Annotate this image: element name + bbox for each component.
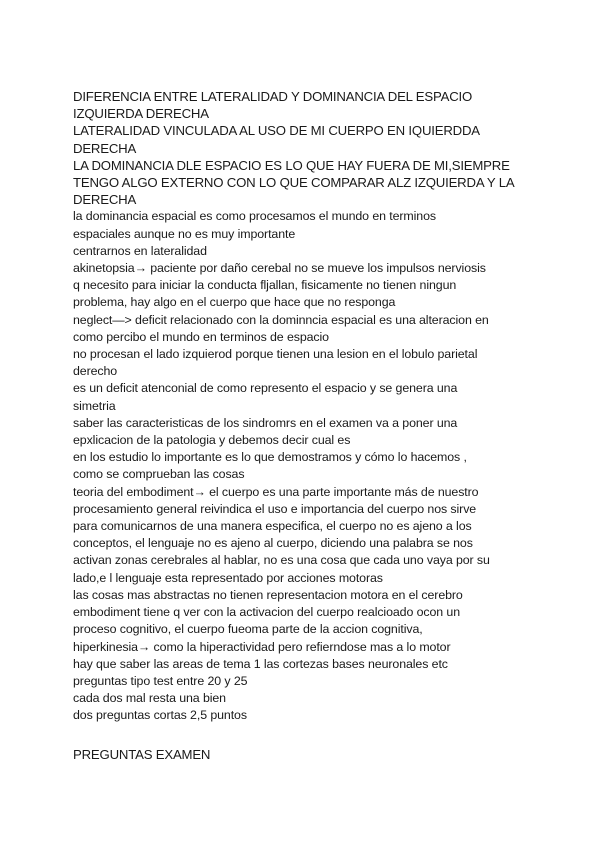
heading-line: LA DOMINANCIA DLE ESPACIO ES LO QUE HAY FUERA DE MI,SIEMPRE bbox=[73, 157, 510, 173]
text-line: preguntas tipo test entre 20 y 25 bbox=[73, 673, 248, 688]
text-line: lado,e l lenguaje esta representado por acciones motoras bbox=[73, 570, 383, 585]
heading-line: DIFERENCIA ENTRE LATERALIDAD Y DOMINANCIA DEL ESPACIO bbox=[73, 89, 473, 104]
text-line: no procesan el lado izquierod porque tienen una lesion en el lobulo parietal bbox=[73, 347, 478, 362]
text-line: akinetopsia→ paciente por daño cerebal no se mueve los impulsos nerviosis bbox=[73, 261, 486, 276]
text-line: como percibo el mundo en terminos de espacio bbox=[73, 329, 329, 344]
text-line: la dominancia espacial es como procesamos el mundo en terminos bbox=[73, 209, 436, 224]
heading-line: DERECHA bbox=[73, 192, 137, 208]
text-line: epxlicacion de la patologia y debemos decir cual es bbox=[73, 433, 351, 448]
text-line: en los estudio lo importante es lo que demostramos y cómo lo hacemos , bbox=[73, 450, 467, 465]
text-line: simetria bbox=[73, 398, 116, 413]
text-line: problema, hay algo en el cuerpo que hace que no responga bbox=[73, 295, 396, 310]
heading-line: DERECHA bbox=[73, 140, 137, 156]
text-line: conceptos, el lenguaje no es ajeno al cuerpo, diciendo una palabra se nos bbox=[73, 536, 473, 551]
text-line: hay que saber las areas de tema 1 las cortezas bases neuronales etc bbox=[73, 656, 448, 671]
heading-line: TENGO ALGO EXTERNO CON LO QUE COMPARAR ALZ IZQUIERDA Y LA bbox=[73, 175, 515, 191]
text-line: activan zonas cerebrales al hablar, no es una cosa que cada uno vaya por su bbox=[73, 553, 490, 568]
text-line: saber las caracteristicas de los sindromrs en el examen va a poner una bbox=[73, 415, 458, 430]
text-line: centrarnos en lateralidad bbox=[73, 243, 207, 258]
text-line: como se comprueban las cosas bbox=[73, 467, 245, 482]
text-line: es un deficit atenconial de como represento el espacio y se genera una bbox=[73, 381, 458, 396]
text-line: hiperkinesia→ como la hiperactividad pero refierndose mas a lo motor bbox=[73, 639, 451, 654]
text-line: embodiment tiene q ver con la activacion del cuerpo realcioado ocon un bbox=[73, 605, 460, 620]
text-line: procesamiento general reivindica el uso e importancia del cuerpo nos sirve bbox=[73, 501, 477, 516]
text-line: proceso cognitivo, el cuerpo fueoma parte de la accion cognitiva, bbox=[73, 622, 423, 637]
text-line: dos preguntas cortas 2,5 puntos bbox=[73, 708, 247, 723]
section-title: PREGUNTAS EXAMEN bbox=[73, 746, 211, 762]
text-line: espaciales aunque no es muy importante bbox=[73, 226, 296, 241]
text-line: teoria del embodiment→ el cuerpo es una parte importante más de nuestro bbox=[73, 484, 479, 499]
document-content bbox=[73, 88, 533, 763]
text-line: cada dos mal resta una bien bbox=[73, 691, 226, 706]
text-line: q necesito para iniciar la conducta fljallan, fisicamente no tienen ningun bbox=[73, 278, 457, 293]
heading-line: IZQUIERDA DERECHA bbox=[73, 106, 209, 122]
text-line: derecho bbox=[73, 364, 118, 379]
text-line: neglect—> deficit relacionado con la dominncia espacial es una alteracion en bbox=[73, 312, 489, 327]
heading-line: LATERALIDAD VINCULADA AL USO DE MI CUERPO EN IQUIERDDA bbox=[73, 123, 480, 139]
text-line: para comunicarnos de una manera especifica, el cuerpo no es ajeno a los bbox=[73, 519, 472, 534]
text-line: las cosas mas abstractas no tienen representacion motora en el cerebro bbox=[73, 587, 463, 602]
